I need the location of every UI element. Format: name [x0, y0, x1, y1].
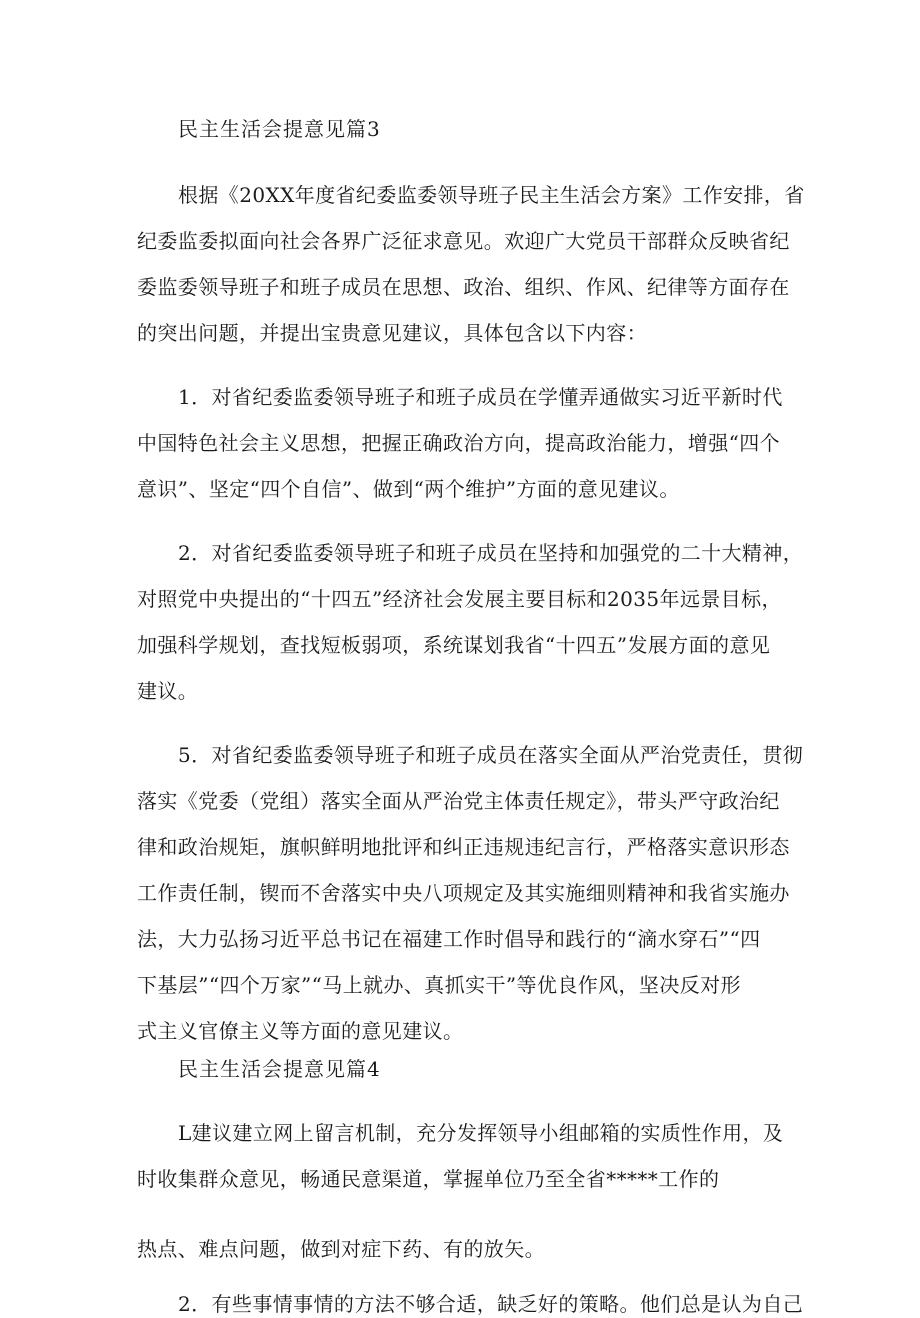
paragraph-line: 2．对省纪委监委领导班子和班子成员在坚持和加强党的二十大精神，	[178, 541, 804, 565]
section-heading-4: 民主生活会提意见篇4	[178, 1057, 381, 1081]
section-heading-3: 民主生活会提意见篇3	[178, 117, 381, 141]
paragraph-line: 下基层”“四个万家”“马上就办、真抓实干”等优良作风，坚决反对形	[137, 973, 741, 997]
paragraph-line: 委监委领导班子和班子成员在思想、政治、组织、作风、纪律等方面存在	[137, 275, 790, 299]
paragraph-line: 时收集群众意见，畅通民意渠道，掌握单位乃至全省*****工作的	[137, 1167, 720, 1191]
paragraph-line: 1．对省纪委监委领导班子和班子成员在学懂弄通做实习近平新时代	[178, 385, 783, 409]
paragraph-line: 法，大力弘扬习近平总书记在福建工作时倡导和践行的“滴水穿石”“四	[137, 927, 761, 951]
paragraph-line: 律和政治规矩，旗帜鲜明地批评和纠正违规违纪言行，严格落实意识形态	[137, 835, 790, 859]
paragraph-line: 中国特色社会主义思想，把握正确政治方向，提高政治能力，增强“四个	[137, 431, 781, 455]
section-4-paragraph-2: 2．有些事情事情的方法不够合适，缺乏好的策略。他们总是认为自己	[178, 1292, 804, 1316]
paragraph-line: 5．对省纪委监委领导班子和班子成员在落实全面从严治党责任，贯彻	[178, 743, 804, 767]
paragraph-line: 纪委监委拟面向社会各界广泛征求意见。欢迎广大党员干部群众反映省纪	[137, 229, 790, 253]
paragraph-line: 热点、难点问题，做到对症下药、有的放矢。	[137, 1237, 545, 1261]
paragraph-line: 工作责任制，锲而不舍落实中央八项规定及其实施细则精神和我省实施办	[137, 881, 790, 905]
paragraph-line: L建议建立网上留言机制，充分发挥领导小组邮箱的实质性作用，及	[178, 1121, 784, 1145]
paragraph-line: 意识”、坚定“四个自信”、做到“两个维护”方面的意见建议。	[137, 477, 680, 501]
paragraph-line: 落实《党委（党组）落实全面从严治党主体责任规定》，带头严守政治纪	[137, 789, 780, 813]
paragraph-line: 建议。	[137, 679, 199, 703]
paragraph-line: 对照党中央提出的“十四五”经济社会发展主要目标和2035年远景目标，	[137, 587, 782, 611]
paragraph-line: 式主义官僚主义等方面的意见建议。	[137, 1019, 464, 1043]
paragraph-line: 根据《20XX年度省纪委监委领导班子民主生活会方案》工作安排，省	[178, 183, 805, 207]
paragraph-line: 的突出问题，并提出宝贵意见建议，具体包含以下内容：	[137, 321, 647, 345]
paragraph-line: 加强科学规划，查找短板弱项，系统谋划我省“十四五”发展方面的意见	[137, 633, 771, 657]
